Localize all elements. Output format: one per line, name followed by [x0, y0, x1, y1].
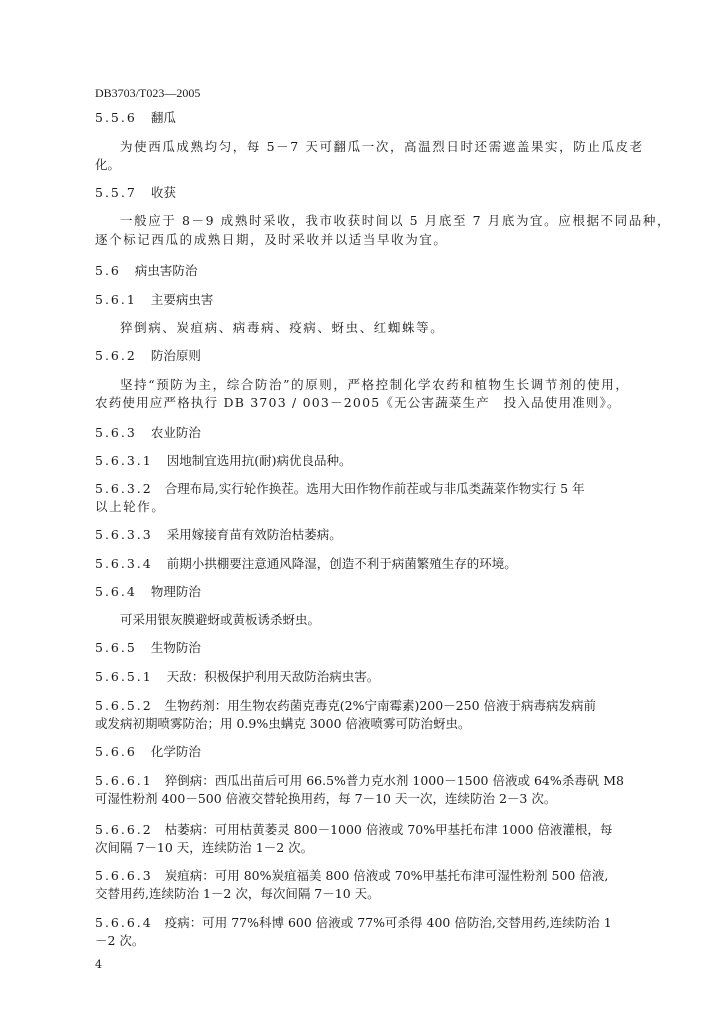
section-heading: 5.6.6 化学防治 [95, 744, 201, 759]
clause: 5.6.3.3 采用嫁接育苗有效防治枯萎病。 [95, 527, 342, 542]
section-heading: 5.6.2 防治原则 [95, 348, 201, 363]
paragraph: 可湿性粉剂 400－500 倍液交替轮换用药，每 7－10 天一次，连续防治 2－3 次。 [95, 791, 557, 806]
section-heading: 5.6.5 生物防治 [95, 640, 201, 655]
clause: 5.6.3.2 合理布局,实行轮作换茬。选用大田作物作前茬或与非瓜类蔬菜作物实行 5 年 [95, 481, 585, 496]
clause: 5.6.6.4 疫病：可用 77%科博 600 倍液或 77%可杀得 400 倍防治,交替用药,连续防治 1 [95, 915, 612, 930]
clause: 5.6.5.2 生物药剂：用生物农药菌克毒克(2%宁南霉素)200－250 倍液于病毒病发病前 [95, 698, 597, 713]
section-heading: 5.6.1 主要病虫害 [95, 292, 214, 307]
section-heading: 5.6 病虫害防治 [95, 263, 198, 278]
paragraph: 或发病初期喷雾防治；用 0.9%虫螨克 3000 倍液喷雾可防治蚜虫。 [95, 716, 471, 731]
paragraph: －2 次。 [95, 933, 145, 948]
section-heading: 5.5.6 翻瓜 [95, 110, 176, 125]
paragraph: 可采用银灰膜避蚜或黄板诱杀蚜虫。 [120, 612, 321, 627]
section-heading: 5.5.7 收获 [95, 185, 176, 200]
paragraph: 以上轮作。 [95, 499, 166, 514]
paragraph: 交替用药,连续防治 1－2 次，每次间隔 7－10 天。 [95, 886, 380, 901]
section-heading: 5.6.3 农业防治 [95, 425, 201, 440]
clause: 5.6.3.4 前期小拱棚要注意通风降湿，创造不利于病菌繁殖生存的环境。 [95, 556, 517, 571]
clause: 5.6.6.2 枯萎病：可用枯黄萎灵 800－1000 倍液或 70%甲基托布津 1000 倍液灌根，每 [95, 822, 613, 837]
page-number: 4 [95, 958, 102, 971]
paragraph: 猝倒病、炭疽病、病毒病、疫病、蚜虫、红蜘蛛等。 [120, 320, 445, 335]
clause: 5.6.6.1 猝倒病：西瓜出苗后可用 66.5%普力克水剂 1000－1500 倍液或 64%杀毒矾 M8 [95, 773, 624, 788]
paragraph: 次间隔 7－10 天，连续防治 1－2 次。 [95, 840, 314, 855]
clause: 5.6.5.1 天敌：积极保护利用天敌防治病虫害。 [95, 669, 380, 684]
paragraph: 为使西瓜成熟均匀，每 5－7 天可翻瓜一次，高温烈日时还需遮盖果实，防止瓜皮老 [120, 139, 644, 154]
paragraph: 坚持“预防为主，综合防治”的原则，严格控制化学农药和植物生长调节剂的使用， [120, 377, 630, 392]
paragraph: 化。 [95, 157, 121, 172]
paragraph: 一般应于 8－9 成熟时采收，我市收获时间以 5 月底至 7 月底为宜。应根据不同品种， [120, 213, 672, 228]
paragraph: 农药使用应严格执行 DB 3703 / 003－2005《无公害蔬菜生产 投入品使用准则》。 [95, 395, 621, 410]
paragraph: 逐个标记西瓜的成熟日期，及时采收并以适当早收为宜。 [95, 232, 448, 247]
document-code: DB3703/T023—2005 [95, 86, 201, 100]
clause: 5.6.6.3 炭疽病：可用 80%炭疽福美 800 倍液或 70%甲基托布津可湿性粉剂 500 倍液, [95, 868, 609, 883]
clause: 5.6.3.1 因地制宜选用抗(耐)病优良品种。 [95, 453, 352, 468]
section-heading: 5.6.4 物理防治 [95, 584, 201, 599]
